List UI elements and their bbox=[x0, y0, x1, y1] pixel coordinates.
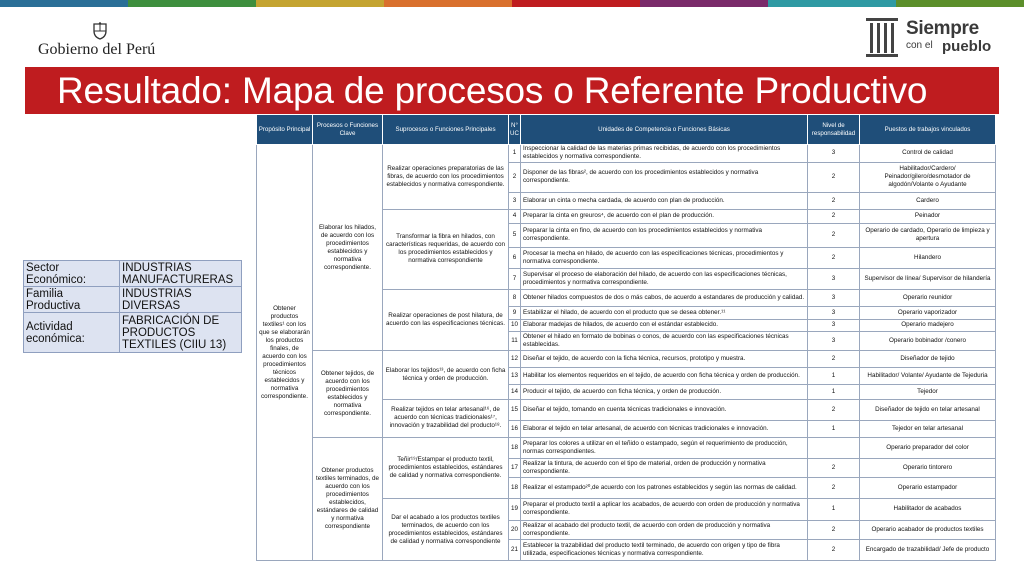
uc-description: Obtener el hilado en formato de bobinas o conos, de acuerdo con las especificaciones técnicas establecidas. bbox=[521, 332, 808, 351]
uc-number: 6 bbox=[509, 247, 521, 268]
table-row bbox=[257, 145, 996, 163]
job-positions: Operario de cardado, Operario de limpieza y apertura bbox=[860, 224, 996, 247]
column-header: Propósito Principal bbox=[257, 115, 313, 145]
coat-of-arms-icon bbox=[90, 22, 110, 40]
uc-description: Elaborar un cinta o mecha cardada, de acuerdo con plan de producción. bbox=[521, 192, 808, 209]
uc-description: Preparar la cinta en greuros⁴, de acuerdo con el plan de producción. bbox=[521, 209, 808, 224]
job-positions: Habilitador de acabados bbox=[860, 499, 996, 520]
uc-number: 10 bbox=[509, 319, 521, 332]
responsibility-level: 2 bbox=[808, 351, 860, 368]
table-row bbox=[257, 438, 996, 459]
responsibility-level: 2 bbox=[808, 192, 860, 209]
uc-number: 21 bbox=[509, 539, 521, 560]
subprocess-cell: Dar el acabado a los productos textiles terminados, de acuerdo con los procedimientos establecidos, estándares de calidad y normativa correspondiente bbox=[383, 499, 509, 561]
responsibility-level: 1 bbox=[808, 499, 860, 520]
uc-description: Realizar el acabado del producto textil, de acuerdo con orden de producción y normativa correspondiente. bbox=[521, 520, 808, 539]
job-positions: Encargado de trazabilidad/ Jefe de producto bbox=[860, 539, 996, 560]
uc-description: Preparar los colores a utilizar en el teñido o estampado, según el requerimiento de producción, normas correspondientes. bbox=[521, 438, 808, 459]
uc-description: Supervisar el proceso de elaboración del hilado, de acuerdo con las especificaciones técnicas, procedimientos y normativa correspondiente. bbox=[521, 268, 808, 289]
uc-description: Inspeccionar la calidad de las materias primas recibidas, de acuerdo con los procedimientos establecidos y normativa correspondiente. bbox=[521, 145, 808, 163]
job-positions: Tejedor bbox=[860, 385, 996, 400]
responsibility-level: 2 bbox=[808, 520, 860, 539]
uc-number: 9 bbox=[509, 306, 521, 319]
responsibility-level: 3 bbox=[808, 145, 860, 163]
table-row bbox=[257, 351, 996, 368]
uc-description: Producir el tejido, de acuerdo con ficha técnica, y orden de producción. bbox=[521, 385, 808, 400]
job-positions: Operario tintorero bbox=[860, 459, 996, 478]
job-positions: Peinador bbox=[860, 209, 996, 224]
job-positions: Supervisor de línea/ Supervisor de hilandería bbox=[860, 268, 996, 289]
uc-number: 17 bbox=[509, 459, 521, 478]
responsibility-level: 2 bbox=[808, 247, 860, 268]
column-header: N° UC bbox=[509, 115, 521, 145]
column-header: Puestos de trabajos vinculados bbox=[860, 115, 996, 145]
uc-description: Realizar el estampado²⁰,de acuerdo con los patrones establecidos y según las normas de calidad. bbox=[521, 478, 808, 499]
responsibility-level: 2 bbox=[808, 399, 860, 420]
sector-value: INDUSTRIAS DIVERSAS bbox=[120, 287, 242, 313]
uc-number: 20 bbox=[509, 520, 521, 539]
top-color-strip bbox=[0, 0, 1024, 7]
subprocess-cell: Realizar tejidos en telar artesanal¹⁶, de acuerdo con técnicas tradicionales¹⁷, innovación y trazabilidad del producto¹⁸. bbox=[383, 399, 509, 437]
column-header: Procesos o Funciones Clave bbox=[313, 115, 383, 145]
purpose-cell: Obtener productos textiles¹ con los que se elaborarán los productos finales, de acuerdo con los procedimientos técnicos establecidos y normativa correspondiente. bbox=[257, 145, 313, 561]
job-positions: Operario reunidor bbox=[860, 289, 996, 306]
responsibility-level: 2 bbox=[808, 478, 860, 499]
slogan-line-2: con el bbox=[906, 40, 933, 51]
job-positions: Habilitador/Cardero/ Peinador/gilero/desmotador de algodón/Volante o Ayudante bbox=[860, 162, 996, 192]
job-positions: Hilandero bbox=[860, 247, 996, 268]
subprocess-cell: Realizar operaciones preparatorias de las fibras, de acuerdo con los procedimientos establecidos y normativa correspondiente. bbox=[383, 145, 509, 210]
uc-number: 5 bbox=[509, 224, 521, 247]
subprocess-cell: Teñir¹⁹/Estampar el producto textil, procedimientos establecidos, estándares de calidad y normativa correspondiente. bbox=[383, 438, 509, 499]
responsibility-level bbox=[808, 438, 860, 459]
uc-number: 19 bbox=[509, 499, 521, 520]
siempre-con-el-pueblo-logo bbox=[864, 16, 994, 58]
uc-number: 11 bbox=[509, 332, 521, 351]
sector-label: Actividad económica: bbox=[24, 313, 120, 353]
responsibility-level: 3 bbox=[808, 332, 860, 351]
sector-value: FABRICACIÓN DE PRODUCTOS TEXTILES (CIIU 13) bbox=[120, 313, 242, 353]
uc-description: Elaborar el tejido en telar artesanal, de acuerdo con técnicas tradicionales e innovación. bbox=[521, 421, 808, 438]
uc-number: 16 bbox=[509, 421, 521, 438]
uc-number: 4 bbox=[509, 209, 521, 224]
title-banner bbox=[25, 67, 999, 114]
uc-number: 2 bbox=[509, 162, 521, 192]
sector-row bbox=[24, 287, 242, 313]
uc-number: 8 bbox=[509, 289, 521, 306]
column-header: Suprocesos o Funciones Principales bbox=[383, 115, 509, 145]
government-name: Gobierno del Perú bbox=[38, 41, 156, 58]
slogan-line-1: Siempre bbox=[906, 18, 979, 39]
uc-description: Realizar la tintura, de acuerdo con el tipo de material, orden de producción y normativa correspondiente. bbox=[521, 459, 808, 478]
job-positions: Operario acabador de productos textiles bbox=[860, 520, 996, 539]
uc-number: 12 bbox=[509, 351, 521, 368]
job-positions: Cardero bbox=[860, 192, 996, 209]
uc-description: Establecer la trazabilidad del producto textil terminado, de acuerdo con origen y tipo de fibra utilizada, especificaciones técnicas y normativa correspondiente. bbox=[521, 539, 808, 560]
key-process-cell: Obtener tejidos, de acuerdo con los procedimientos establecidos y normativa correspondiente. bbox=[313, 351, 383, 438]
uc-description: Disponer de las fibras², de acuerdo con los procedimientos establecidos y normativa correspondiente. bbox=[521, 162, 808, 192]
key-process-cell: Elaborar los hilados, de acuerdo con los procedimientos establecidos y normativa correspondiente. bbox=[313, 145, 383, 351]
uc-description: Habilitar los elementos requeridos en el tejido, de acuerdo con ficha técnica y orden de producción. bbox=[521, 368, 808, 385]
uc-number: 13 bbox=[509, 368, 521, 385]
slogan-line-3: pueblo bbox=[942, 38, 992, 55]
job-positions: Habilitador/ Volante/ Ayudante de Tejeduria bbox=[860, 368, 996, 385]
job-positions: Tejedor en telar artesanal bbox=[860, 421, 996, 438]
uc-number: 18 bbox=[509, 478, 521, 499]
uc-number: 14 bbox=[509, 385, 521, 400]
responsibility-level: 1 bbox=[808, 421, 860, 438]
job-positions: Operario estampador bbox=[860, 478, 996, 499]
sector-label: Familia Productiva bbox=[24, 287, 120, 313]
gobierno-logo bbox=[38, 18, 178, 66]
job-positions: Operario bobinador /conero bbox=[860, 332, 996, 351]
job-positions: Operario preparador del color bbox=[860, 438, 996, 459]
responsibility-level: 3 bbox=[808, 306, 860, 319]
uc-number: 15 bbox=[509, 399, 521, 420]
responsibility-level: 3 bbox=[808, 289, 860, 306]
sector-row bbox=[24, 313, 242, 353]
responsibility-level: 2 bbox=[808, 209, 860, 224]
uc-number: 7 bbox=[509, 268, 521, 289]
job-positions: Diseñador de tejido bbox=[860, 351, 996, 368]
job-positions: Operario madejero bbox=[860, 319, 996, 332]
uc-description: Diseñar el tejido, tomando en cuenta técnicas tradicionales e innovación. bbox=[521, 399, 808, 420]
responsibility-level: 2 bbox=[808, 224, 860, 247]
subprocess-cell: Transformar la fibra en hilados, con características requeridas, de acuerdo con los procedimientos establecidos y normativa correspondiente bbox=[383, 209, 509, 289]
subprocess-cell: Realizar operaciones de post hilatura, de acuerdo con las especificaciones técnicas. bbox=[383, 289, 509, 350]
key-process-cell: Obtener productos textiles terminados, de acuerdo con los procedimientos establecidos, estándares de calidad y normativa correspondiente bbox=[313, 438, 383, 561]
slide-title: Resultado: Mapa de procesos o Referente Productivo bbox=[57, 70, 928, 111]
responsibility-level: 1 bbox=[808, 368, 860, 385]
responsibility-level: 3 bbox=[808, 319, 860, 332]
sector-row bbox=[24, 261, 242, 287]
sector-value: INDUSTRIAS MANUFACTURERAS bbox=[120, 261, 242, 287]
uc-number: 3 bbox=[509, 192, 521, 209]
responsibility-level: 1 bbox=[808, 385, 860, 400]
uc-description: Diseñar el tejido, de acuerdo con la ficha técnica, recursos, prototipo y muestra. bbox=[521, 351, 808, 368]
sector-label: Sector Económico: bbox=[24, 261, 120, 287]
job-positions: Operario vaporizador bbox=[860, 306, 996, 319]
responsibility-level: 2 bbox=[808, 539, 860, 560]
uc-description: Preparar el producto textil a aplicar los acabados, de acuerdo con orden de producción y normativa correspondiente. bbox=[521, 499, 808, 520]
pillars-icon bbox=[864, 16, 900, 58]
job-positions: Control de calidad bbox=[860, 145, 996, 163]
process-map-table bbox=[256, 114, 996, 561]
uc-description: Elaborar madejas de hilados, de acuerdo con el estándar establecido. bbox=[521, 319, 808, 332]
uc-description: Procesar la mecha en hilado, de acuerdo con las especificaciones técnicas, procedimientos y normativa correspondiente. bbox=[521, 247, 808, 268]
column-header: Nivel de responsabilidad bbox=[808, 115, 860, 145]
column-header: Unidades de Competencia o Funciones Básicas bbox=[521, 115, 808, 145]
responsibility-level: 2 bbox=[808, 459, 860, 478]
subprocess-cell: Elaborar los tejidos¹³, de acuerdo con ficha técnica y orden de producción. bbox=[383, 351, 509, 400]
responsibility-level: 2 bbox=[808, 162, 860, 192]
uc-number: 1 bbox=[509, 145, 521, 163]
sector-table bbox=[23, 260, 242, 353]
uc-description: Estabilizar el hilado, de acuerdo con el producto que se desea obtener.¹¹ bbox=[521, 306, 808, 319]
job-positions: Diseñador de tejido en telar artesanal bbox=[860, 399, 996, 420]
uc-number: 18 bbox=[509, 438, 521, 459]
uc-description: Preparar la cinta en fino, de acuerdo con los procedimientos establecidos y normativa correspondiente. bbox=[521, 224, 808, 247]
responsibility-level: 3 bbox=[808, 268, 860, 289]
uc-description: Obtener hilados compuestos de dos o más cabos, de acuerdo a estandares de producción y calidad. bbox=[521, 289, 808, 306]
